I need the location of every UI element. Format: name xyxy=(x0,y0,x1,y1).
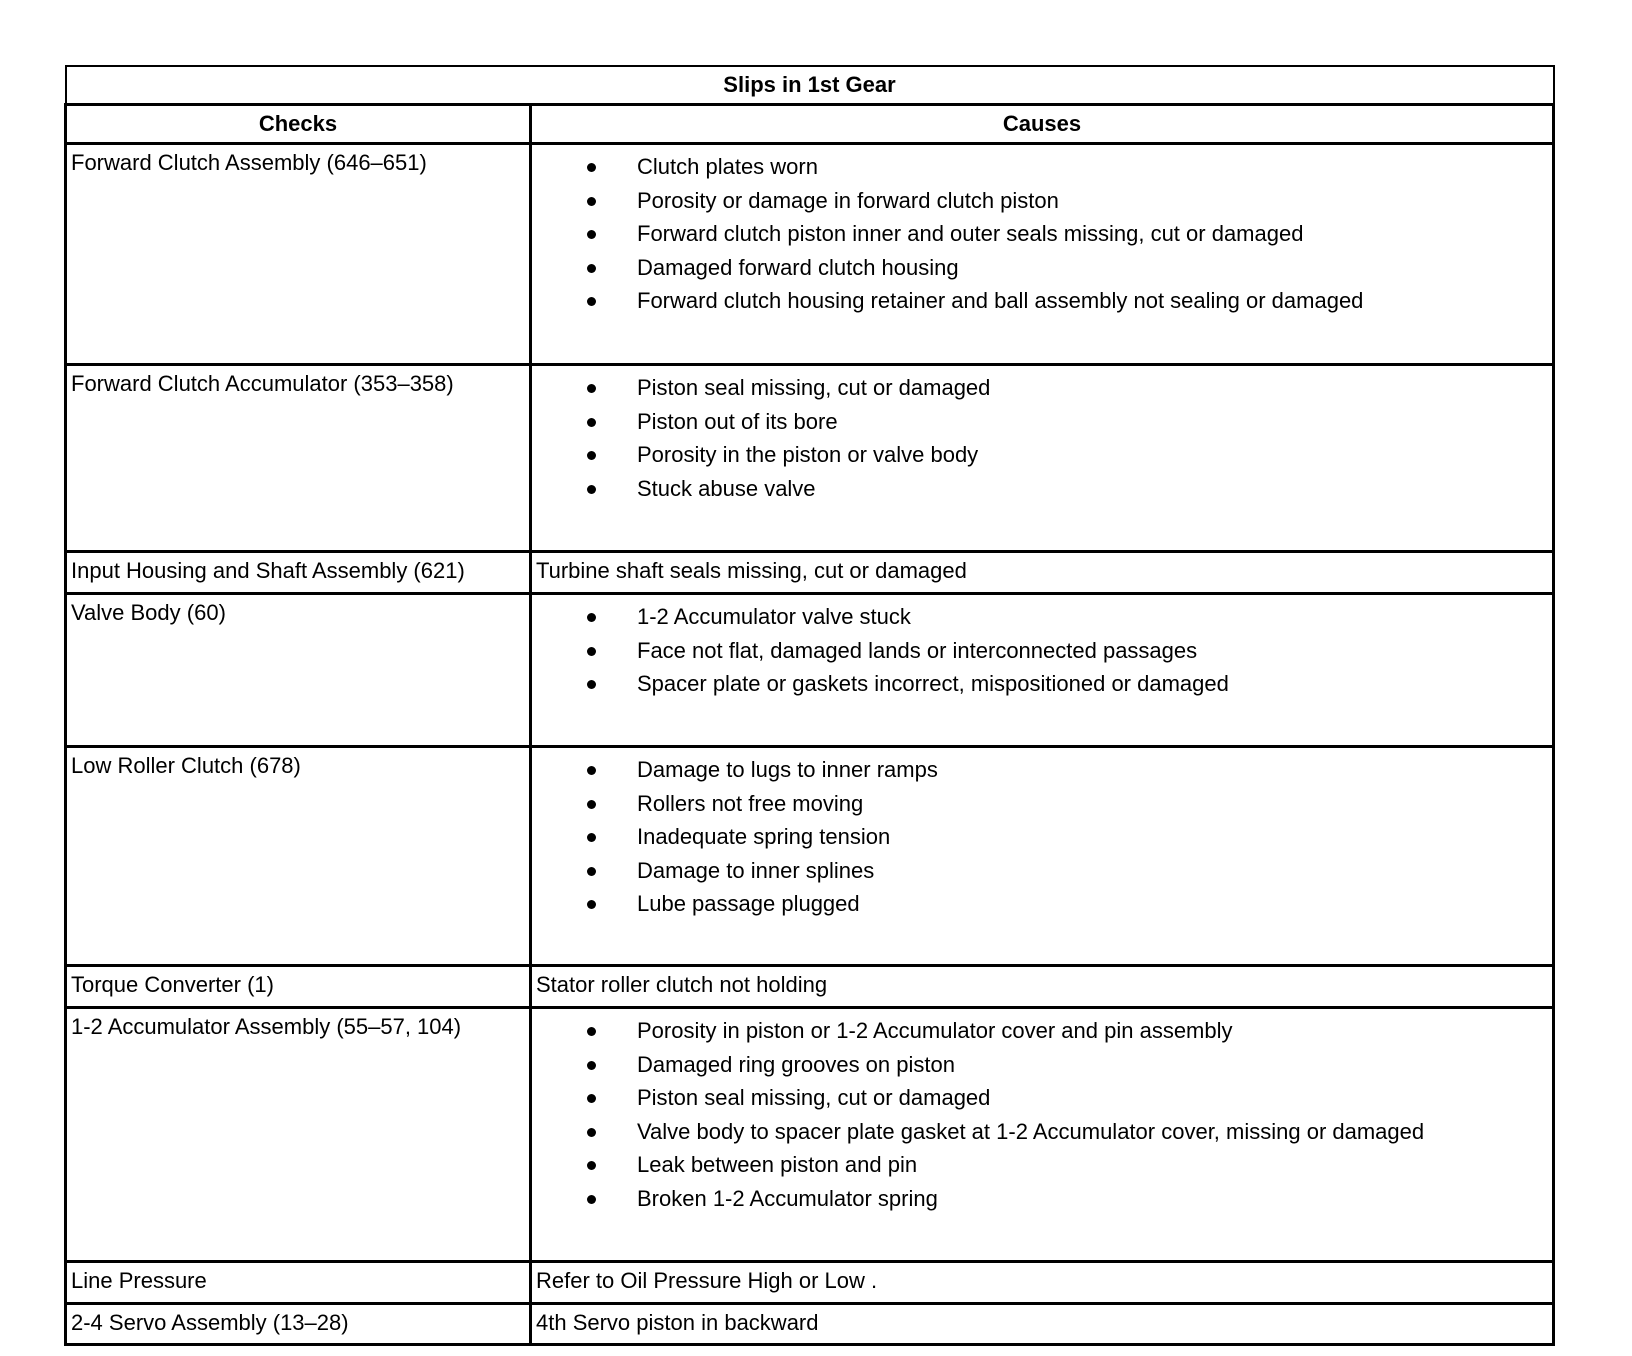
cause-text: Lube passage plugged xyxy=(637,891,860,917)
cause-item xyxy=(532,1187,1552,1221)
table-row xyxy=(66,1304,1554,1345)
causes-list xyxy=(532,376,1552,510)
cause-text: Damage to lugs to inner ramps xyxy=(637,757,938,782)
cause-item xyxy=(532,376,1552,410)
bullet-icon xyxy=(587,418,596,427)
cause-text: Clutch plates worn xyxy=(637,154,818,179)
cause-item xyxy=(532,256,1552,290)
table-row xyxy=(66,1262,1554,1304)
causes-list xyxy=(532,1019,1552,1221)
cause-text: Face not flat, damaged lands or interconnected passages xyxy=(637,637,1198,663)
cause-text: Porosity in piston or 1-2 Accumulator cover and pin assembly xyxy=(637,1018,1233,1043)
cause-text: Piston seal missing, cut or damaged xyxy=(637,375,991,400)
causes-cell xyxy=(531,594,1554,747)
column-header-causes: Causes xyxy=(531,105,1554,144)
bullet-icon xyxy=(587,384,596,393)
table-row xyxy=(66,144,1554,365)
bullet-icon xyxy=(587,485,596,494)
bullet-icon xyxy=(587,230,596,239)
bullet-icon xyxy=(587,680,596,689)
check-cell: 1-2 Accumulator Assembly (55–57, 104) xyxy=(66,1008,531,1262)
cause-text: Porosity or damage in forward clutch piston xyxy=(637,187,1059,213)
cause-item xyxy=(532,1053,1552,1087)
cause-text: Leak between piston and pin xyxy=(637,1152,918,1178)
cause-item xyxy=(532,672,1552,706)
causes-cell xyxy=(531,365,1554,552)
cause-item xyxy=(532,605,1552,639)
cause-text: Valve body to spacer plate gasket at 1-2 Accumulator cover, missing or damaged xyxy=(637,1118,1425,1144)
bullet-icon xyxy=(587,297,596,306)
bullet-icon xyxy=(587,1128,596,1137)
causes-list xyxy=(532,605,1552,706)
cause-item xyxy=(532,477,1552,511)
bullet-icon xyxy=(587,833,596,842)
cause-item xyxy=(532,1153,1552,1187)
causes-cell: Refer to Oil Pressure High or Low . xyxy=(531,1262,1554,1304)
cause-item xyxy=(532,1019,1552,1053)
cause-item xyxy=(532,289,1552,323)
cause-text: Damaged forward clutch housing xyxy=(637,254,959,280)
table-row xyxy=(66,1008,1554,1262)
causes-list xyxy=(532,155,1552,323)
table-row xyxy=(66,594,1554,747)
causes-cell: Turbine shaft seals missing, cut or damaged xyxy=(531,552,1554,594)
cause-item xyxy=(532,443,1552,477)
cause-item xyxy=(532,892,1552,926)
check-cell: Line Pressure xyxy=(66,1262,531,1304)
bullet-icon xyxy=(587,867,596,876)
causes-cell xyxy=(531,1008,1554,1262)
bullet-icon xyxy=(587,800,596,809)
bullet-icon xyxy=(587,1094,596,1103)
causes-cell: 4th Servo piston in backward xyxy=(531,1304,1554,1345)
bullet-icon xyxy=(587,900,596,909)
check-cell: Torque Converter (1) xyxy=(66,966,531,1008)
cause-text: Piston seal missing, cut or damaged xyxy=(637,1085,991,1111)
cause-text: Damage to inner splines xyxy=(637,857,875,883)
causes-cell: Stator roller clutch not holding xyxy=(531,966,1554,1008)
table-row xyxy=(66,365,1554,552)
bullet-icon xyxy=(587,264,596,273)
cause-item xyxy=(532,222,1552,256)
causes-cell xyxy=(531,747,1554,966)
cause-text: Forward clutch piston inner and outer seals missing, cut or damaged xyxy=(637,221,1304,247)
bullet-icon xyxy=(587,1161,596,1170)
cause-item xyxy=(532,1120,1552,1154)
bullet-icon xyxy=(587,766,596,775)
cause-item xyxy=(532,155,1552,189)
bullet-icon xyxy=(587,1027,596,1036)
diagnosis-table xyxy=(64,65,1555,1346)
cause-text: Broken 1-2 Accumulator spring xyxy=(637,1185,938,1211)
bullet-icon xyxy=(587,163,596,172)
causes-cell xyxy=(531,144,1554,365)
bullet-icon xyxy=(587,451,596,460)
bullet-icon xyxy=(587,613,596,622)
cause-text: 1-2 Accumulator valve stuck xyxy=(637,604,911,629)
bullet-icon xyxy=(587,197,596,206)
cause-item xyxy=(532,825,1552,859)
bullet-icon xyxy=(587,1061,596,1070)
bullet-icon xyxy=(587,647,596,656)
cause-text: Forward clutch housing retainer and ball assembly not sealing or damaged xyxy=(637,288,1364,314)
check-cell: Forward Clutch Accumulator (353–358) xyxy=(66,365,531,552)
table-title: Slips in 1st Gear xyxy=(66,66,1554,105)
cause-item xyxy=(532,859,1552,893)
table-row xyxy=(66,552,1554,594)
cause-text: Damaged ring grooves on piston xyxy=(637,1051,955,1077)
check-cell: Low Roller Clutch (678) xyxy=(66,747,531,966)
cause-item xyxy=(532,758,1552,792)
cause-item xyxy=(532,792,1552,826)
check-cell: 2-4 Servo Assembly (13–28) xyxy=(66,1304,531,1345)
cause-item xyxy=(532,410,1552,444)
column-header-checks: Checks xyxy=(66,105,531,144)
cause-text: Inadequate spring tension xyxy=(637,824,891,850)
causes-list xyxy=(532,758,1552,926)
table-row xyxy=(66,966,1554,1008)
cause-item xyxy=(532,1086,1552,1120)
cause-text: Rollers not free moving xyxy=(637,790,864,816)
cause-text: Spacer plate or gaskets incorrect, mispositioned or damaged xyxy=(637,671,1229,697)
cause-text: Porosity in the piston or valve body xyxy=(637,442,979,468)
cause-item xyxy=(532,639,1552,673)
table-row xyxy=(66,747,1554,966)
cause-text: Stuck abuse valve xyxy=(637,475,816,501)
check-cell: Forward Clutch Assembly (646–651) xyxy=(66,144,531,365)
bullet-icon xyxy=(587,1195,596,1204)
cause-text: Piston out of its bore xyxy=(637,408,838,434)
check-cell: Input Housing and Shaft Assembly (621) xyxy=(66,552,531,594)
cause-item xyxy=(532,189,1552,223)
check-cell: Valve Body (60) xyxy=(66,594,531,747)
